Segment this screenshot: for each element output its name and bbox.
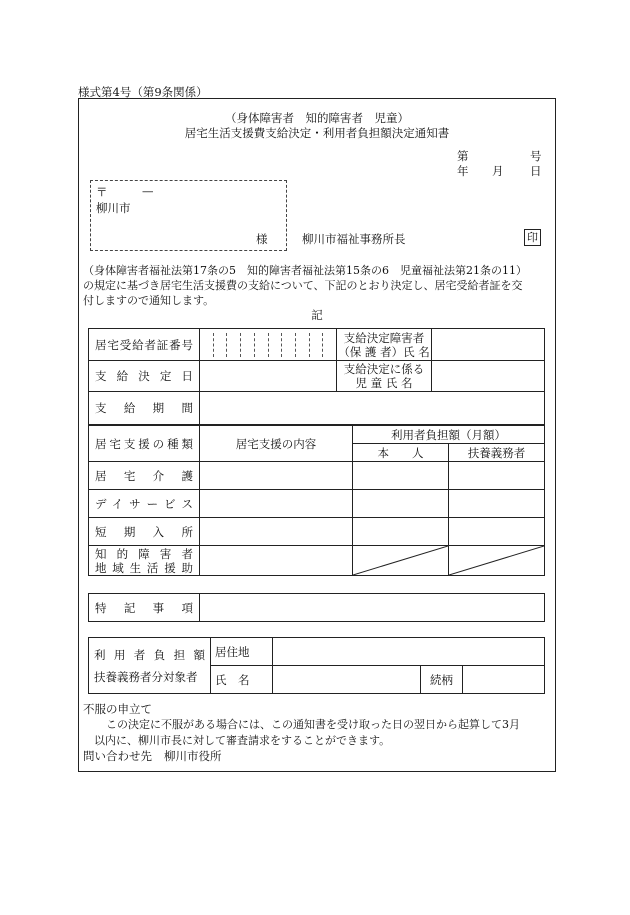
row-group-home-line2: 地域生活援助 [95,560,193,575]
row-day-service-self[interactable] [353,490,449,518]
seal-icon: 印 [524,229,541,246]
supporter-name-label: 氏 名 [211,666,273,694]
date-day: 日 [530,164,542,178]
contact-label: 問い合わせ先 [83,749,152,763]
residence-field[interactable] [273,638,545,666]
row-day-service-supporter[interactable] [449,490,545,518]
recipient-no-field[interactable] [200,329,337,361]
period-label: 支給期間 [89,392,200,425]
child-label-line1: 支給決定に係る [343,362,425,376]
body-line-3: 付しますので通知します。 [83,294,215,307]
appeal-title: 不服の申立て [83,702,152,716]
decision-date-label: 支給決定日 [89,361,200,392]
row-home-care-label: 居宅介護 [89,462,200,490]
child-name-field[interactable] [432,361,545,392]
contact-office: 柳川市役所 [164,749,222,763]
appeal-line-2: 以内に、柳川市長に対して審査請求をすることができます。 [94,734,391,747]
row-group-home-label [89,546,200,576]
row-day-service-label: デイサービス [89,490,200,518]
row-short-stay-self[interactable] [353,518,449,546]
contact [83,748,222,764]
guardian-label [337,329,432,361]
row-short-stay-content[interactable] [200,518,353,546]
row-home-care-supporter[interactable] [449,462,545,490]
form-id: 様式第4号（第9条関係） [78,85,208,99]
period-field[interactable] [200,392,545,425]
recipient-no-label: 居宅受給者証番号 [89,329,200,361]
relation-label: 続柄 [421,666,463,694]
address-city: 柳川市 [96,201,131,215]
postal-dash: — [142,184,154,198]
row-short-stay-supporter[interactable] [449,518,545,546]
row-group-home-self-blocked [353,546,449,576]
heading-title: 居宅生活支援費支給決定・利用者負担額決定通知書 [184,126,450,140]
postal-mark: 〒 [96,185,108,199]
guardian-label-line1: 支給決定障害者 [343,330,425,345]
child-label-line2: 児 童 氏 名 [355,376,413,390]
supporter-name-field[interactable] [273,666,421,694]
col-content-header: 居宅支援の内容 [200,426,353,462]
recipient-table [88,328,545,425]
address-honorific: 様 [256,232,268,246]
row-home-care-content[interactable] [200,462,353,490]
col-type-header: 居宅支援の種類 [89,426,200,462]
row-group-home-supporter-blocked [449,546,545,576]
col-supporter-header: 扶養義務者 [449,444,545,462]
row-home-care-self[interactable] [353,462,449,490]
supporter-table [88,637,545,694]
body-line-1: （身体障害者福祉法第17条の5 知的障害者福祉法第15条の6 児童福祉法第21条の11） [83,264,527,277]
row-day-service-content[interactable] [200,490,353,518]
body-line-2: の規定に基づき居宅生活支援費の支給について、下記のとおり決定し、居宅受給者証を交 [83,279,523,292]
number-dai: 第 [457,149,469,163]
col-self-header: 本 人 [353,444,449,462]
col-burden-header: 利用者負担額（月額） [353,426,545,444]
relation-field[interactable] [463,666,545,694]
guardian-name-field[interactable] [432,329,545,361]
issuer-name: 柳川市福祉事務所長 [302,232,406,246]
heading-subtitle: （身体障害者 知的障害者 児童） [225,111,409,125]
row-group-home-line1: 知的障害者 [95,546,193,561]
row-short-stay-label: 短期入所 [89,518,200,546]
appeal-line-1: この決定に不服がある場合には、この通知書を受け取った日の翌日から起算して3月 [106,718,520,731]
child-label [337,361,432,392]
number-go: 号 [530,149,542,163]
residence-label: 居住地 [211,638,273,666]
supporter-label [89,638,211,694]
ki-mark: 記 [311,308,323,322]
remarks-table [88,593,545,622]
guardian-label-line2: （保 護 者）氏 名 [338,344,430,359]
date-month: 月 [492,164,504,178]
support-table [88,425,545,576]
remarks-field[interactable] [200,594,545,622]
remarks-label: 特記事項 [89,594,200,622]
supporter-label-line2: 扶養義務者分対象者 [94,669,198,684]
supporter-label-line1: 利用者負担額 [94,647,205,662]
date-year: 年 [457,164,469,178]
row-group-home-content[interactable] [200,546,353,576]
decision-date-field[interactable] [200,361,337,392]
